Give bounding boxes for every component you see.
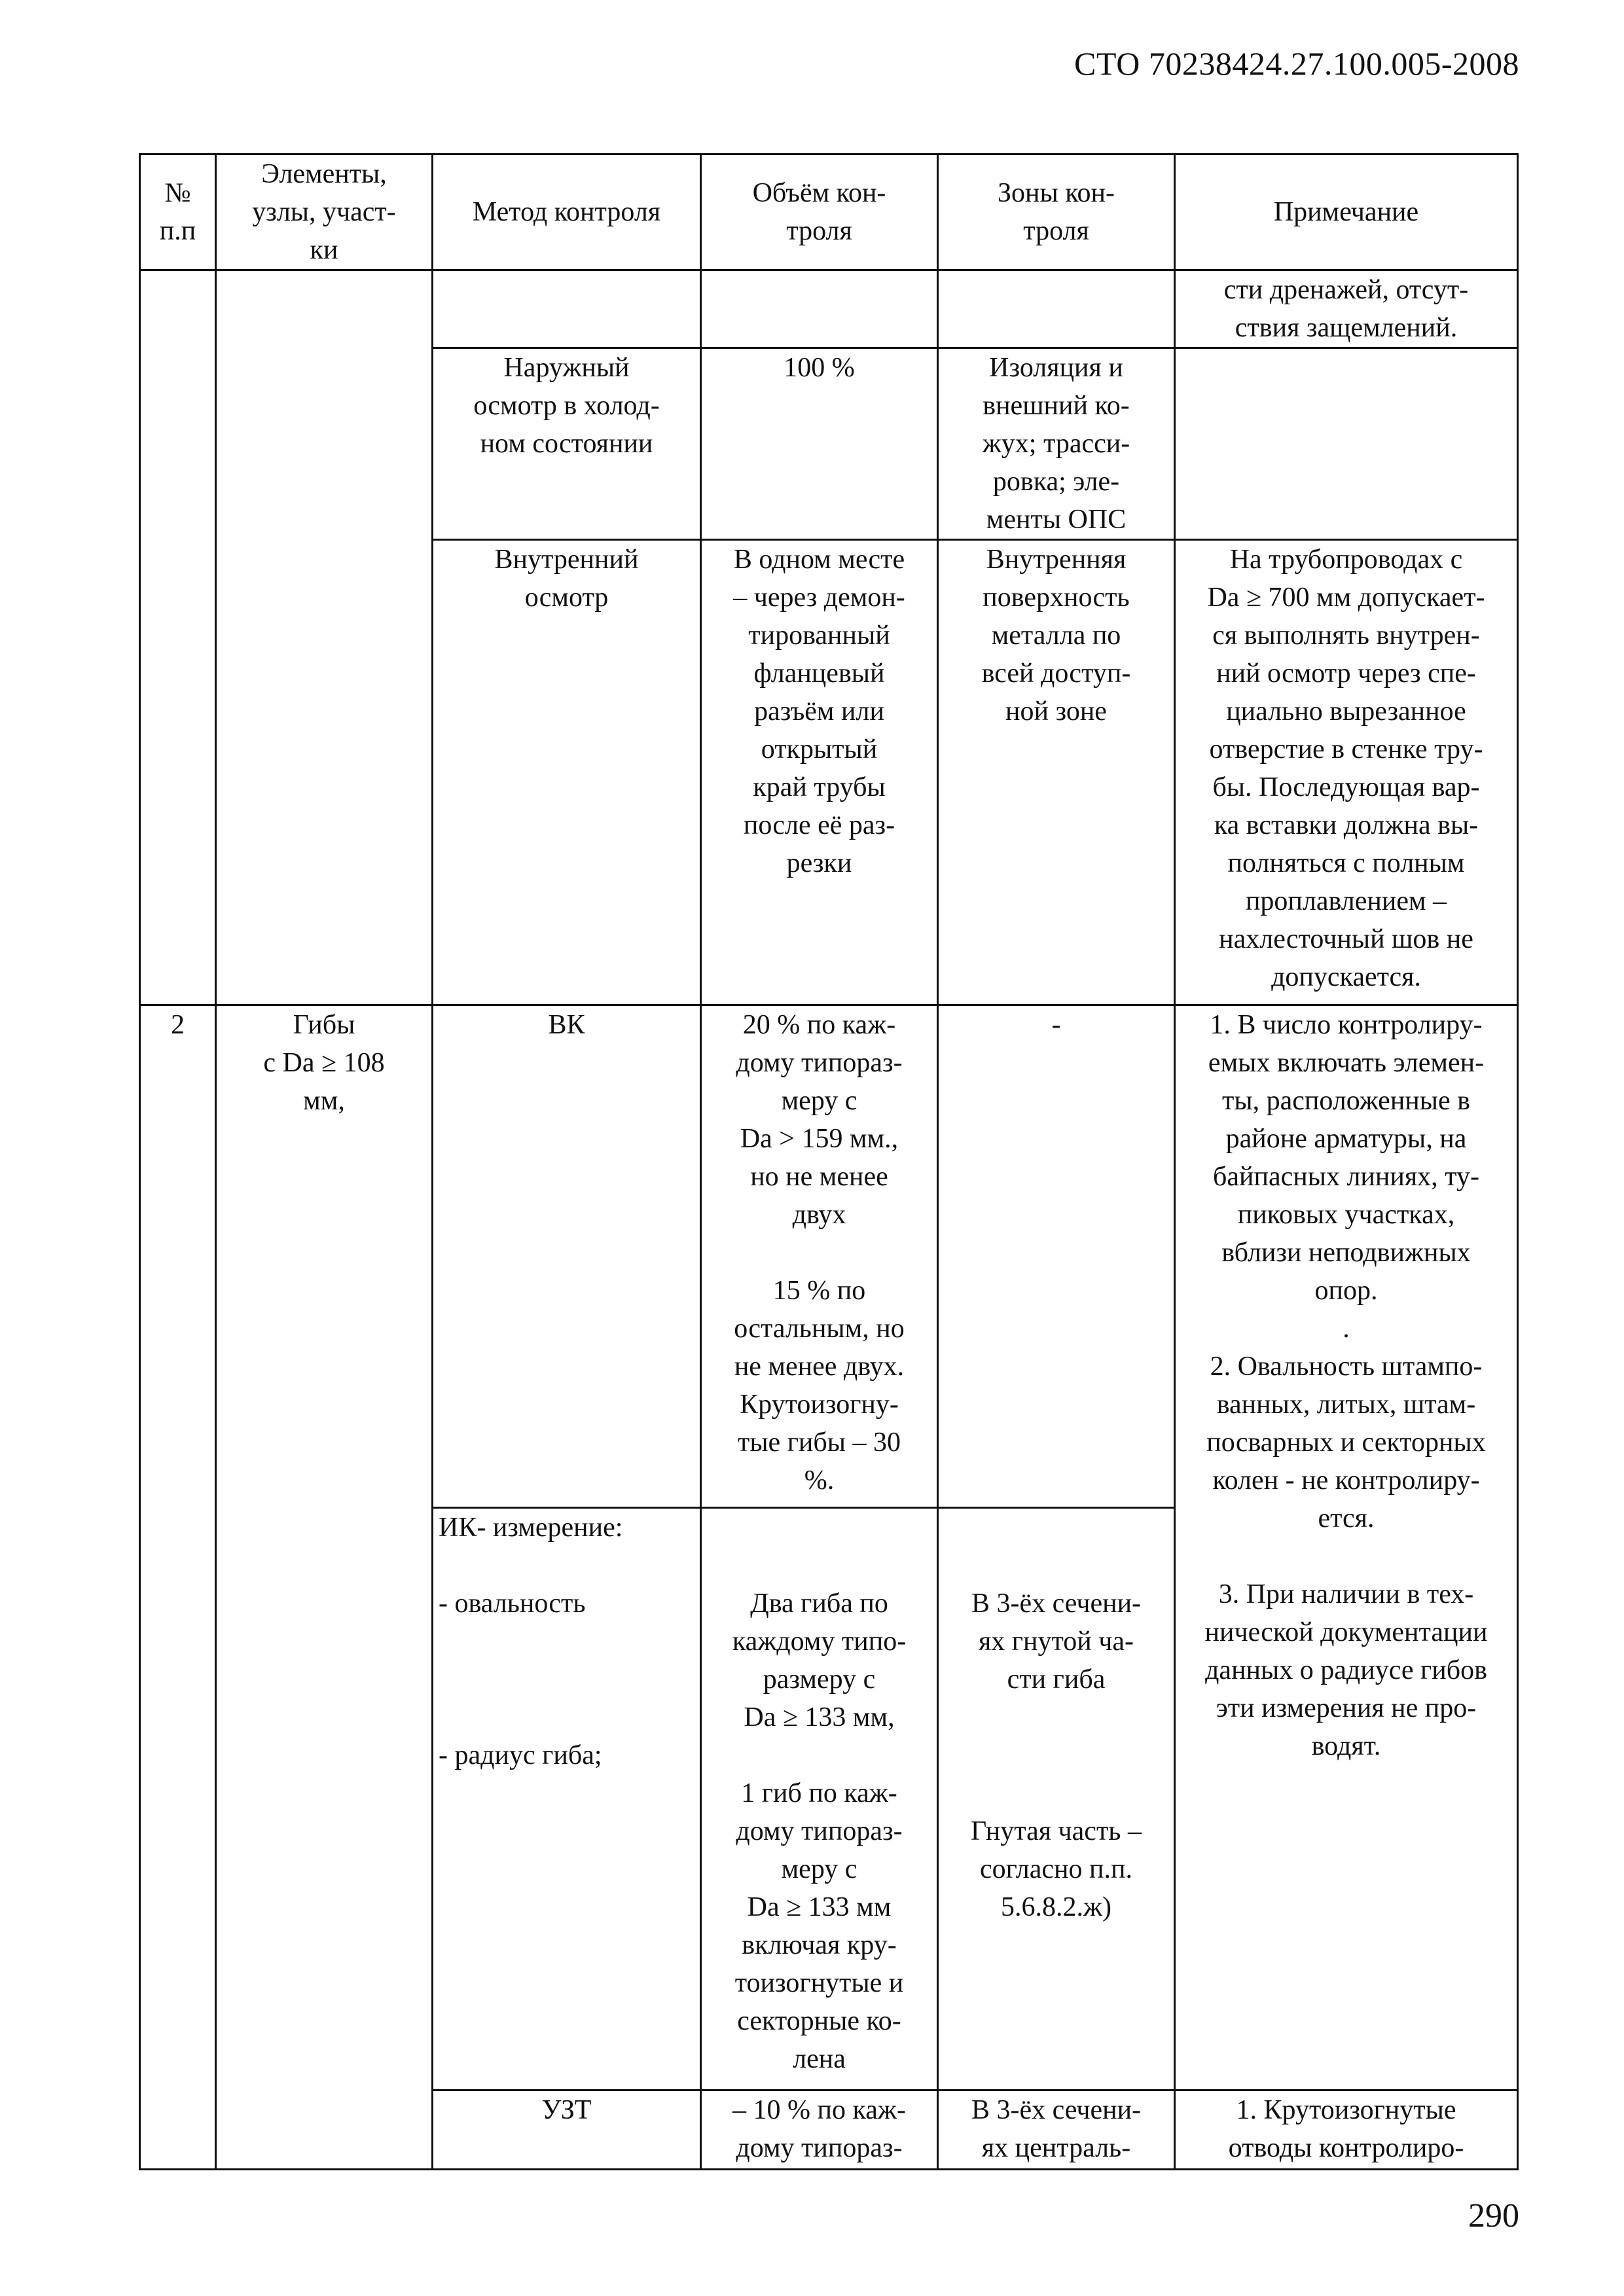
header-note (1175, 154, 1518, 270)
text-line: менты ОПС (986, 505, 1127, 535)
text-line: троля (786, 216, 852, 246)
text-line: байпасных линиях, ту- (1213, 1162, 1479, 1192)
text-line: . (1343, 1314, 1350, 1344)
text-line: опор. (1314, 1276, 1378, 1306)
text-line: всей доступ- (981, 658, 1131, 689)
text-line: с Da ≥ 108 (263, 1048, 385, 1078)
row-element-cell (216, 270, 433, 1005)
text-line: дому типораз- (736, 1048, 903, 1078)
text-line: допускается. (1271, 962, 1421, 992)
zones-cell (938, 2090, 1175, 2170)
text-line: узлы, участ- (252, 197, 396, 227)
text-line: водят. (1311, 1731, 1381, 1761)
text-line: данных о радиусе гибов (1205, 1655, 1487, 1685)
inspection-table (139, 153, 1519, 2170)
text-line: Два гиба по (750, 1588, 888, 1619)
text-line: остальным, но (734, 1314, 905, 1344)
text-line: 2. Овальность штампо- (1210, 1352, 1483, 1382)
text-line: - (1051, 1010, 1061, 1040)
text-line: ях гнутой ча- (978, 1626, 1134, 1657)
text-line (439, 1547, 695, 1585)
text-line: Примечание (1273, 197, 1419, 227)
method-cell (433, 2090, 701, 2170)
text-line: районе арматуры, на (1225, 1124, 1467, 1154)
text-line: фланцевый (753, 658, 885, 689)
text-line: двух (792, 1200, 846, 1230)
text-line: 3. При наличии в тех- (1218, 1579, 1474, 1609)
text-line (944, 1547, 1168, 1585)
row-number-cell (140, 270, 216, 1005)
text-line: нической документации (1204, 1617, 1488, 1647)
text-line: отверстие в стенке тру- (1209, 734, 1483, 764)
zones-cell (938, 348, 1175, 540)
text-line: осмотр в холод- (473, 391, 660, 421)
text-line (944, 1774, 1168, 1812)
text-line: колен - не контролиру- (1212, 1465, 1480, 1496)
text-line: Изоляция и (989, 353, 1123, 383)
text-line: циально вырезанное (1226, 696, 1466, 726)
text-line: меру с (781, 1854, 857, 1884)
text-line: нахлесточный шов не (1219, 924, 1473, 954)
text-line (1181, 1537, 1511, 1575)
text-line: проплавлением – (1245, 886, 1447, 916)
text-line: 20 % по каж- (742, 1010, 896, 1040)
row-element-cell (216, 1005, 433, 2170)
text-line: Зоны кон- (998, 178, 1115, 208)
text-line: 1. В число контролиру- (1210, 1010, 1483, 1040)
text-line: ка вставки должна вы- (1214, 810, 1479, 840)
volume-cell (701, 270, 938, 348)
text-line: Гибы (293, 1010, 355, 1040)
text-line (439, 1660, 695, 1698)
text-line: тированный (748, 620, 890, 651)
text-line: размеру с (763, 1664, 876, 1695)
zones-cell (938, 1508, 1175, 2090)
header-volume (701, 154, 938, 270)
table-row (140, 1005, 1518, 1508)
text-line: Элементы, (261, 159, 387, 189)
text-line (439, 1698, 695, 1736)
method-cell (433, 270, 701, 348)
text-line: В 3-ёх сечени- (971, 1588, 1142, 1619)
text-line: Гнутая часть – (971, 1816, 1142, 1846)
text-line: 5.6.8.2.ж) (1000, 1892, 1111, 1922)
text-line: эти измерения не про- (1216, 1693, 1477, 1723)
text-line: ний осмотр через спе- (1216, 658, 1476, 689)
method-cell (433, 540, 701, 1005)
text-line (944, 1698, 1168, 1736)
volume-cell (701, 348, 938, 540)
page-number: 290 (1468, 2197, 1519, 2234)
text-line (944, 1736, 1168, 1774)
text-line: Крутоизогну- (740, 1390, 899, 1420)
text-line: - радиус гиба; (439, 1740, 602, 1770)
text-line: посварных и секторных (1206, 1427, 1486, 1458)
method-cell (433, 348, 701, 540)
method-cell (433, 1508, 701, 2090)
text-line: жух; трасси- (982, 429, 1130, 459)
text-line: Da ≥ 133 мм (747, 1892, 892, 1922)
text-line (439, 1623, 695, 1660)
text-line: ки (310, 235, 338, 265)
table-header-row (140, 154, 1518, 270)
volume-cell (701, 540, 938, 1005)
text-line: тые гибы – 30 (737, 1427, 901, 1458)
text-line: Da ≥ 700 мм допускает- (1207, 583, 1485, 613)
text-line: отводы контролиро- (1228, 2133, 1464, 2163)
note-cell (1175, 1005, 1518, 2090)
text-line: Внутренний (494, 545, 639, 575)
text-line: 1 гиб по каж- (741, 1778, 897, 1808)
text-line: дому типораз- (736, 2133, 903, 2163)
header-number (140, 154, 216, 270)
text-line: тоизогнутые и (734, 1968, 904, 1998)
text-line: пиковых участках, (1237, 1200, 1455, 1230)
text-line: край трубы (753, 772, 886, 802)
text-line: ровка; эле- (992, 467, 1120, 497)
text-line: резки (786, 848, 852, 878)
text-line: лена (793, 2044, 846, 2074)
text-line (707, 1234, 931, 1272)
header-zones (938, 154, 1175, 270)
text-line: ном состоянии (480, 429, 653, 459)
text-line: п.п (159, 216, 196, 246)
zones-cell (938, 540, 1175, 1005)
text-line: ствия защемлений. (1235, 313, 1458, 343)
text-line: – через демон- (733, 583, 905, 613)
text-line (944, 1509, 1168, 1547)
text-line: 15 % по (772, 1276, 866, 1306)
text-line: секторные ко- (737, 2006, 901, 2036)
text-line: не менее двух. (734, 1352, 905, 1382)
text-line: ВК (548, 1010, 585, 1040)
text-line: Da ≥ 133 мм, (744, 1702, 895, 1732)
text-line: 100 % (784, 353, 855, 383)
text-line: сти дренажей, отсут- (1223, 275, 1469, 305)
header-method (433, 154, 701, 270)
note-cell (1175, 540, 1518, 1005)
text-line: осмотр (524, 583, 609, 613)
text-line: включая кру- (742, 1930, 897, 1960)
text-line: металла по (991, 620, 1121, 651)
text-line: ся выполнять внутрен- (1212, 620, 1480, 651)
text-line: каждому типо- (732, 1626, 907, 1657)
text-line: В 3-ёх сечени- (971, 2095, 1142, 2125)
text-line: троля (1023, 216, 1089, 246)
row-number-cell (140, 1005, 216, 2170)
text-line: Da > 159 мм., (740, 1124, 899, 1154)
text-line: внешний ко- (983, 391, 1130, 421)
text-line: ях централь- (981, 2133, 1131, 2163)
text-line: Объём кон- (752, 178, 886, 208)
text-line: 1. Крутоизогнутые (1236, 2095, 1456, 2125)
text-line: бы. Последующая вар- (1212, 772, 1480, 802)
text-line: открытый (761, 734, 878, 764)
note-cell (1175, 2090, 1518, 2170)
text-line: № (164, 178, 191, 208)
text-line: 2 (171, 1010, 185, 1040)
text-line: Наружный (503, 353, 630, 383)
text-line (707, 1736, 931, 1774)
text-line: На трубопроводах с (1229, 545, 1463, 575)
text-line: вблизи неподвижных (1221, 1238, 1471, 1268)
volume-cell (701, 1508, 938, 2090)
text-line: Метод контроля (472, 197, 661, 227)
text-line: емых включать элемен- (1208, 1048, 1485, 1078)
text-line: ной зоне (1005, 696, 1107, 726)
text-line: – 10 % по каж- (732, 2095, 906, 2125)
text-line: но не менее (750, 1162, 888, 1192)
text-line: ИК- измерение: (439, 1513, 623, 1543)
text-line: сти гиба (1007, 1664, 1106, 1695)
document-code: СТО 70238424.27.100.005-2008 (1074, 45, 1519, 82)
text-line: ты, расположенные в (1222, 1086, 1470, 1116)
text-line (707, 1547, 931, 1585)
note-cell (1175, 348, 1518, 540)
zones-cell (938, 270, 1175, 348)
volume-cell (701, 2090, 938, 2170)
text-line: поверхность (983, 583, 1130, 613)
note-cell (1175, 270, 1518, 348)
text-line: согласно п.п. (980, 1854, 1132, 1884)
volume-cell (701, 1005, 938, 1508)
text-line: мм, (303, 1086, 345, 1116)
text-line: после её раз- (743, 810, 895, 840)
text-line: ется. (1318, 1503, 1375, 1534)
text-line: дому типораз- (736, 1816, 903, 1846)
text-line: Внутренняя (986, 545, 1127, 575)
header-element (216, 154, 433, 270)
text-line: УЗТ (541, 2095, 592, 2125)
text-line (707, 1509, 931, 1547)
text-line: ванных, литых, штам- (1216, 1390, 1476, 1420)
text-line: разъём или (754, 696, 884, 726)
text-line: - овальность (439, 1588, 586, 1619)
text-line: В одном месте (733, 545, 905, 575)
method-cell (433, 1005, 701, 1508)
text-line: меру с (781, 1086, 857, 1116)
zones-cell (938, 1005, 1175, 1508)
text-line: полняться с полным (1227, 848, 1465, 878)
text-line: %. (804, 1465, 835, 1496)
table-row (140, 270, 1518, 348)
